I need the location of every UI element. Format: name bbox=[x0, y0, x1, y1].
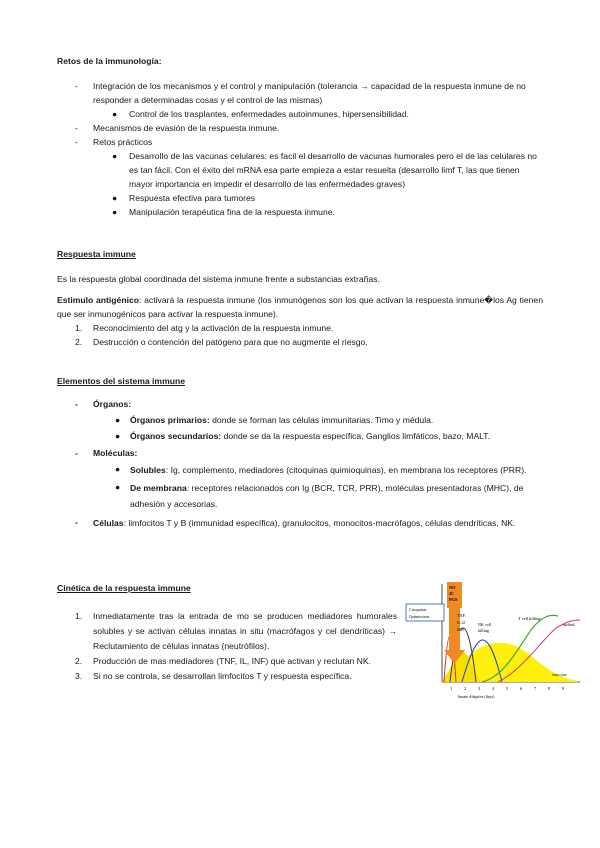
bullet-icon: ● bbox=[115, 482, 121, 492]
bullet-icon: ● bbox=[115, 415, 121, 425]
label-nk-killing: killing bbox=[478, 628, 489, 633]
tick-label: 3 bbox=[478, 686, 481, 691]
organos-secundarios-label: Órganos secundarios: bbox=[130, 431, 222, 441]
bullet-icon: ● bbox=[112, 193, 118, 203]
organos-primarios-label: Órganos primarios: bbox=[130, 415, 210, 425]
box-label-2c: 2C bbox=[449, 591, 455, 596]
moleculas-solubles bbox=[57, 462, 543, 478]
dash-marker: - bbox=[75, 137, 78, 147]
label-ifn: IFN bbox=[457, 627, 464, 632]
tick-label: 4 bbox=[492, 686, 495, 691]
organos-primarios bbox=[57, 413, 543, 427]
label-tnf: TNF, bbox=[457, 613, 466, 618]
tick-label: 5 bbox=[506, 686, 509, 691]
respuesta-step-1 bbox=[57, 321, 543, 335]
respuesta-title: Respuesta immune bbox=[57, 249, 136, 259]
retos-item-2-text: Mecanismos de evasión de la respuesta inmune. bbox=[93, 123, 280, 133]
retos-item-3-sub-2-text: Respuesta efectiva para tumores bbox=[129, 193, 256, 203]
moleculas-label: Moléculas: bbox=[93, 448, 138, 458]
step-text: Reconocimiento del atg y la activación de la respuesta inmune. bbox=[93, 323, 334, 333]
estimulo-text: : activará la respuesta inmune (los inmunógenos son los que activan la respuesta inmune�los Ag tienen que ser inmunogénicos para activar la respuesta inmune). bbox=[57, 295, 543, 319]
membrana-text: : receptores relacionados con Ig (BCR, TCR, PRR), moléculas presentadoras (MHC), de adhesión y accesorias. bbox=[130, 483, 524, 509]
label-antibody: antibod. bbox=[563, 623, 576, 627]
estimulo-paragraph bbox=[57, 293, 543, 321]
celulas-label: Células bbox=[93, 518, 124, 528]
tick-label: 9 bbox=[562, 686, 565, 691]
retos-section bbox=[57, 54, 543, 219]
label-virus: virus titre bbox=[552, 673, 567, 677]
legend-quimiocinas: Quimiocinas bbox=[409, 614, 430, 619]
retos-item-1-sub-1 bbox=[57, 107, 543, 121]
box-label-no: NO bbox=[449, 585, 456, 590]
bullet-icon: ● bbox=[112, 109, 118, 119]
step-text: Producción de mas mediadores (TNF, IL, INF) que activan y reclutan NK. bbox=[93, 656, 371, 666]
dash-marker: - bbox=[75, 123, 78, 133]
retos-item-3-text: Retos prácticos bbox=[93, 137, 153, 147]
dash-marker: - bbox=[75, 81, 78, 91]
bullet-icon: ● bbox=[112, 207, 118, 217]
celulas-row bbox=[57, 515, 543, 531]
elementos-title: Elementos del sistema immune bbox=[57, 376, 185, 386]
label-tcell: T cell killing bbox=[518, 616, 541, 621]
cinetica-step-2 bbox=[57, 654, 397, 669]
retos-item-1-sub-1-text: Control de los trasplantes, enfermedades autoinmunes, hipersensibilidad. bbox=[129, 109, 409, 119]
cinetica-title: Cinética de la respuesta immune bbox=[57, 583, 191, 593]
tick-label: 2 bbox=[464, 686, 467, 691]
retos-item-3-sub-3 bbox=[57, 205, 543, 219]
estimulo-label: Estimulo antigénico bbox=[57, 295, 140, 305]
dash-marker: - bbox=[75, 448, 78, 458]
label-nk: NK cell bbox=[478, 622, 492, 627]
retos-item-3-sub-1-text: Desarrollo de las vacunas celulares: es facil el desarrollo de vacunas humorales pero el de las celulares no es tan fácil. Con el éxito del mRNA esa parte empieza a estar resuelta (desarrollo limf T, las que tienen mayor importancia en impedir el desarrollo de las enfermedades graves) bbox=[129, 151, 537, 189]
x-axis-label: Innate Adaptive (days) bbox=[458, 694, 495, 699]
solubles-text: : Ig, complemento, mediadores (citoquinas quimioquinas), en membrana los receptores (PRR). bbox=[165, 465, 527, 475]
cinetica-step-1 bbox=[57, 609, 397, 654]
retos-item-3 bbox=[57, 135, 543, 149]
tick-label: 8 bbox=[548, 686, 551, 691]
membrana-label: De membrana bbox=[130, 483, 187, 493]
organos-row bbox=[57, 397, 543, 411]
retos-title: Retos de la immunología: bbox=[57, 56, 162, 66]
step-number: 1. bbox=[75, 323, 83, 333]
moleculas-membrana bbox=[57, 480, 543, 512]
step-number: 2. bbox=[75, 337, 83, 347]
celulas-text: : limfocitos T y B (immunidad específica), granulocitos, monocitos-macrófagos, células dendríticas, NK. bbox=[123, 518, 516, 528]
box-label-pgs: PGS bbox=[449, 597, 458, 602]
x-ticks bbox=[450, 686, 565, 691]
organos-secundarios-text: donde se da la respuesta específica. Ganglios limfáticos, bazo, MALT. bbox=[221, 431, 490, 441]
step-number: 1. bbox=[75, 611, 83, 621]
bullet-icon: ● bbox=[112, 151, 118, 161]
dash-marker: - bbox=[75, 517, 78, 527]
retos-item-1 bbox=[57, 79, 543, 107]
tick-label: 7 bbox=[534, 686, 537, 691]
organos-label: Órganos: bbox=[93, 399, 132, 409]
step-number: 3. bbox=[75, 671, 83, 681]
retos-item-2 bbox=[57, 121, 543, 135]
bullet-icon: ● bbox=[115, 431, 121, 441]
organos-primarios-text: donde se forman las células immunitarias. Timo y médula. bbox=[209, 415, 434, 425]
retos-item-3-sub-1 bbox=[57, 149, 543, 191]
step-text: Si no se controla, se desarrollan limfocitos T y respuesta específica. bbox=[93, 671, 352, 681]
label-il12: IL12 bbox=[457, 620, 466, 625]
respuesta-step-2 bbox=[57, 335, 543, 349]
cinetica-steps bbox=[57, 609, 397, 684]
kinetics-figure bbox=[402, 580, 584, 708]
retos-item-1-text: Integración de los mecanismos y el control y manipulación (tolerancia → capacidad de la respuesta inmune de no responder a determinadas cosas y el control de las mismas) bbox=[93, 81, 526, 105]
solubles-label: Solubles bbox=[130, 465, 166, 475]
bullet-icon: ● bbox=[115, 464, 121, 474]
retos-item-3-sub-3-text: Manipulación terapéutica fina de la respuesta inmune. bbox=[129, 207, 335, 217]
elementos-section bbox=[57, 374, 543, 531]
respuesta-paragraph: Es la respuesta global coordinada del sistema inmune frente a substancias extrañas. bbox=[57, 274, 380, 284]
step-text: Inmediatamente tras la entrada de mo se producen mediadores humorales solubles y se activan células innatas in situ (macrófagos y cel dendríticas) → Reclutamiento de células innatas (neutrófilos). bbox=[93, 611, 397, 651]
respuesta-section bbox=[57, 247, 543, 349]
legend-citoquinas: Citoquinas bbox=[409, 607, 427, 612]
retos-item-3-sub-2 bbox=[57, 191, 543, 205]
moleculas-row bbox=[57, 446, 543, 460]
tick-label: 6 bbox=[520, 686, 523, 691]
dash-marker: - bbox=[75, 399, 78, 409]
step-text: Destrucción o contención del patógeno para que no augmente el riesgo. bbox=[93, 337, 368, 347]
cinetica-step-3 bbox=[57, 669, 397, 684]
step-number: 2. bbox=[75, 656, 83, 666]
tick-label: 1 bbox=[450, 686, 453, 691]
organos-secundarios bbox=[57, 429, 543, 443]
